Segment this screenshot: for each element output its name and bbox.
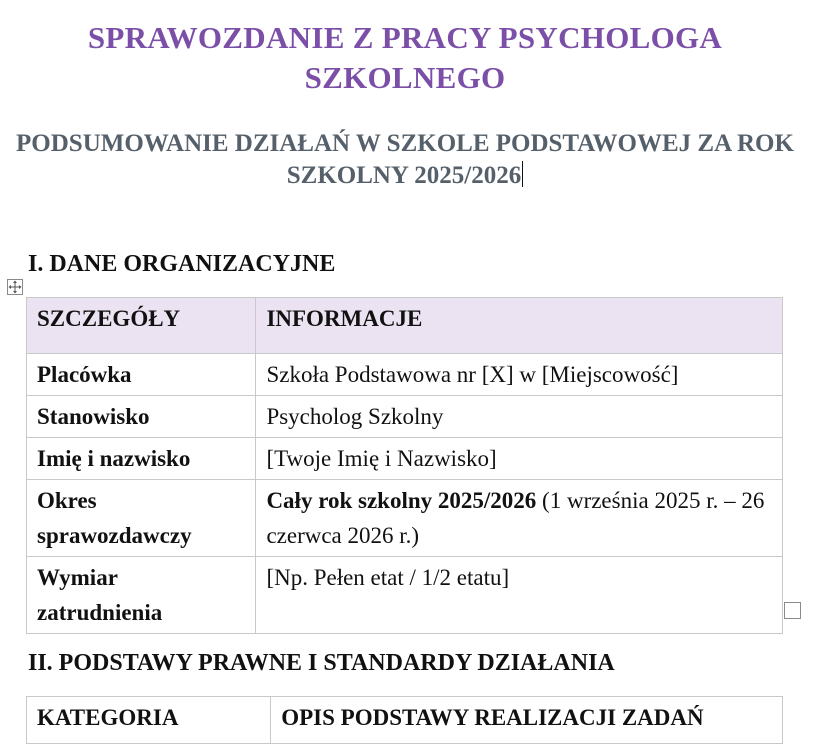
move-icon[interactable]: [7, 279, 23, 295]
document-title: SPRAWOZDANIE Z PRACY PSYCHOLOGA SZKOLNEGO: [87, 20, 723, 95]
table-cell-value[interactable]: Szkoła Podstawowa nr [X] w [Miejscowość]: [256, 354, 783, 396]
table-cell-label[interactable]: Imię i nazwisko: [27, 438, 256, 480]
table-row: [27, 438, 783, 480]
table-row: [27, 480, 783, 557]
table-row: [27, 354, 783, 396]
table-cell-value[interactable]: [Twoje Imię i Nazwisko]: [256, 438, 783, 480]
table-header-cell[interactable]: SZCZEGÓŁY: [27, 298, 256, 354]
table-cell-label[interactable]: Stanowisko: [27, 396, 256, 438]
table-header-row: [27, 298, 783, 354]
section-heading-organizational-data: I. DANE ORGANIZACYJNE: [28, 251, 336, 277]
table-cell-label[interactable]: Okres sprawozdawczy: [27, 480, 256, 557]
section-heading-legal-basis: II. PODSTAWY PRAWNE I STANDARDY DZIAŁANIA: [28, 650, 615, 676]
table-header-cell[interactable]: KATEGORIA: [27, 697, 271, 744]
table-header-cell[interactable]: INFORMACJE: [256, 298, 783, 354]
legal-basis-table[interactable]: [26, 696, 783, 744]
table-cell-value[interactable]: Psycholog Szkolny: [256, 396, 783, 438]
text-cursor: [522, 161, 523, 187]
subtitle-text: PODSUMOWANIE DZIAŁAŃ W SZKOLE PODSTAWOWEJ ZA ROK SZKOLNY 2025/2026: [16, 130, 794, 189]
resize-icon[interactable]: [784, 602, 801, 619]
value-bold-text: Cały rok szkolny 2025/2026: [266, 488, 537, 513]
organizational-data-table[interactable]: [26, 297, 783, 634]
table-cell-label[interactable]: Wymiar zatrudnienia: [27, 557, 256, 634]
table-cell-value[interactable]: [Np. Pełen etat / 1/2 etatu]: [256, 557, 783, 634]
table-row: [27, 557, 783, 634]
table-cell-label[interactable]: Placówka: [27, 354, 256, 396]
table-cell-value[interactable]: [256, 480, 783, 557]
table-header-row: [27, 697, 783, 744]
value-rest-text: (1 września 2025 r. – 26 czerwca 2026 r.): [266, 488, 765, 548]
document-subtitle[interactable]: [0, 128, 810, 192]
table-header-cell[interactable]: OPIS PODSTAWY REALIZACJI ZADAŃ: [271, 697, 783, 744]
table-row: [27, 396, 783, 438]
